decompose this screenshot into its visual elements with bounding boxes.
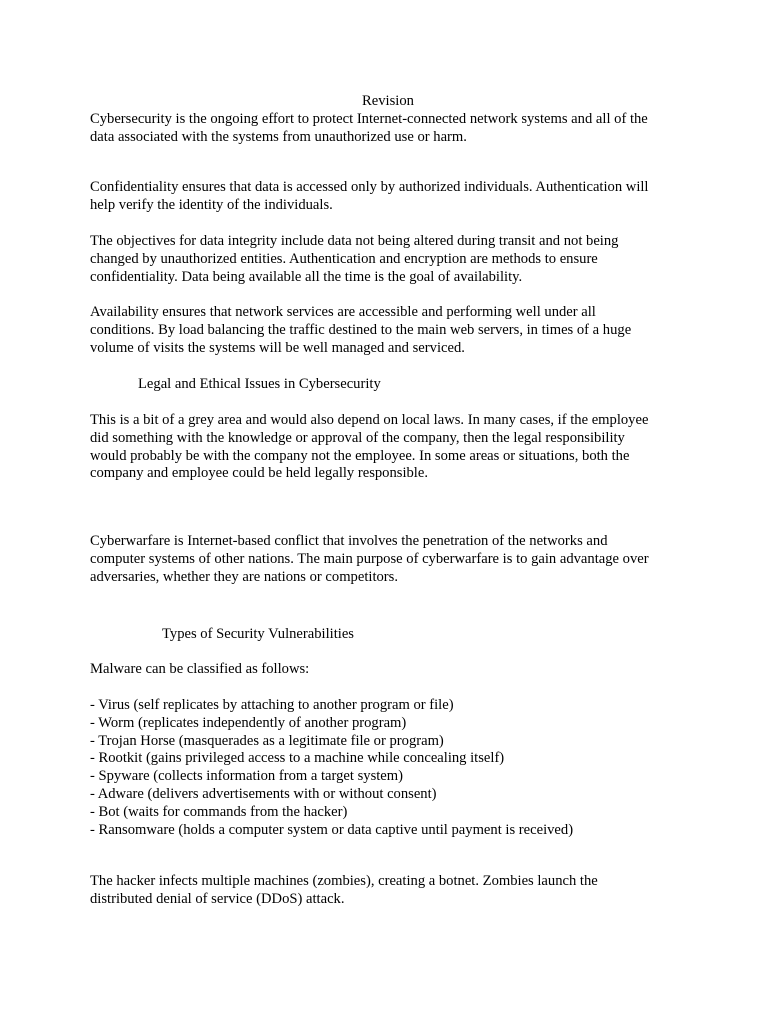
document-title: Revision [362, 93, 414, 109]
text-line: computer systems of other nations. The main purpose of cyberwarfare is to gain advantage over [90, 550, 649, 567]
list-item: - Bot (waits for commands from the hacker) [90, 803, 348, 820]
malware-list [90, 697, 680, 839]
text-line: did something with the knowledge or approval of the company, then the legal responsibility [90, 429, 625, 446]
text-line: Cyberwarfare is Internet-based conflict that involves the penetration of the networks and [90, 533, 608, 549]
vulnerabilities-heading: Types of Security Vulnerabilities [162, 626, 354, 642]
text-line: adversaries, whether they are nations or competitors. [90, 568, 398, 585]
text-line: This is a bit of a grey area and would also depend on local laws. In many cases, if the employee [90, 412, 649, 428]
legal-paragraph [90, 412, 680, 483]
text-line: distributed denial of service (DDoS) attack. [90, 890, 345, 907]
intro-paragraph [90, 111, 680, 147]
text-line: Availability ensures that network services are accessible and performing well under all [90, 304, 596, 320]
integrity-paragraph [90, 233, 680, 286]
legal-heading: Legal and Ethical Issues in Cybersecurity [138, 376, 381, 392]
text-line: Confidentiality ensures that data is accessed only by authorized individuals. Authentication will [90, 179, 649, 195]
text-line: company and employee could be held legally responsible. [90, 465, 428, 482]
text-line: changed by unauthorized entities. Authentication and encryption are methods to ensure [90, 250, 598, 267]
text-line: help verify the identity of the individuals. [90, 196, 333, 213]
text-line: would probably be with the company not the employee. In some areas or situations, both the [90, 447, 630, 464]
text-line: conditions. By load balancing the traffic destined to the main web servers, in times of a huge [90, 321, 632, 338]
list-item: - Ransomware (holds a computer system or data captive until payment is received) [90, 821, 574, 838]
text-line: data associated with the systems from unauthorized use or harm. [90, 128, 467, 145]
text-line: volume of visits the systems will be well managed and serviced. [90, 339, 465, 356]
list-item: - Adware (delivers advertisements with or without consent) [90, 785, 437, 802]
list-item: - Virus (self replicates by attaching to another program or file) [90, 697, 454, 713]
list-item: - Trojan Horse (masquerades as a legitimate file or program) [90, 732, 444, 749]
text-line: Cybersecurity is the ongoing effort to protect Internet-connected network systems and all of the [90, 111, 648, 127]
list-item: - Worm (replicates independently of another program) [90, 714, 407, 731]
text-line: The objectives for data integrity include data not being altered during transit and not being [90, 233, 619, 249]
list-item: - Spyware (collects information from a target system) [90, 768, 403, 785]
cyberwarfare-paragraph [90, 533, 680, 586]
confidentiality-paragraph [90, 179, 680, 215]
text-line: confidentiality. Data being available all the time is the goal of availability. [90, 268, 523, 285]
malware-intro: Malware can be classified as follows: [90, 661, 310, 677]
text-line: The hacker infects multiple machines (zombies), creating a botnet. Zombies launch the [90, 873, 598, 889]
list-item: - Rootkit (gains privileged access to a machine while concealing itself) [90, 750, 505, 767]
botnet-paragraph [90, 873, 680, 909]
availability-paragraph [90, 304, 680, 357]
